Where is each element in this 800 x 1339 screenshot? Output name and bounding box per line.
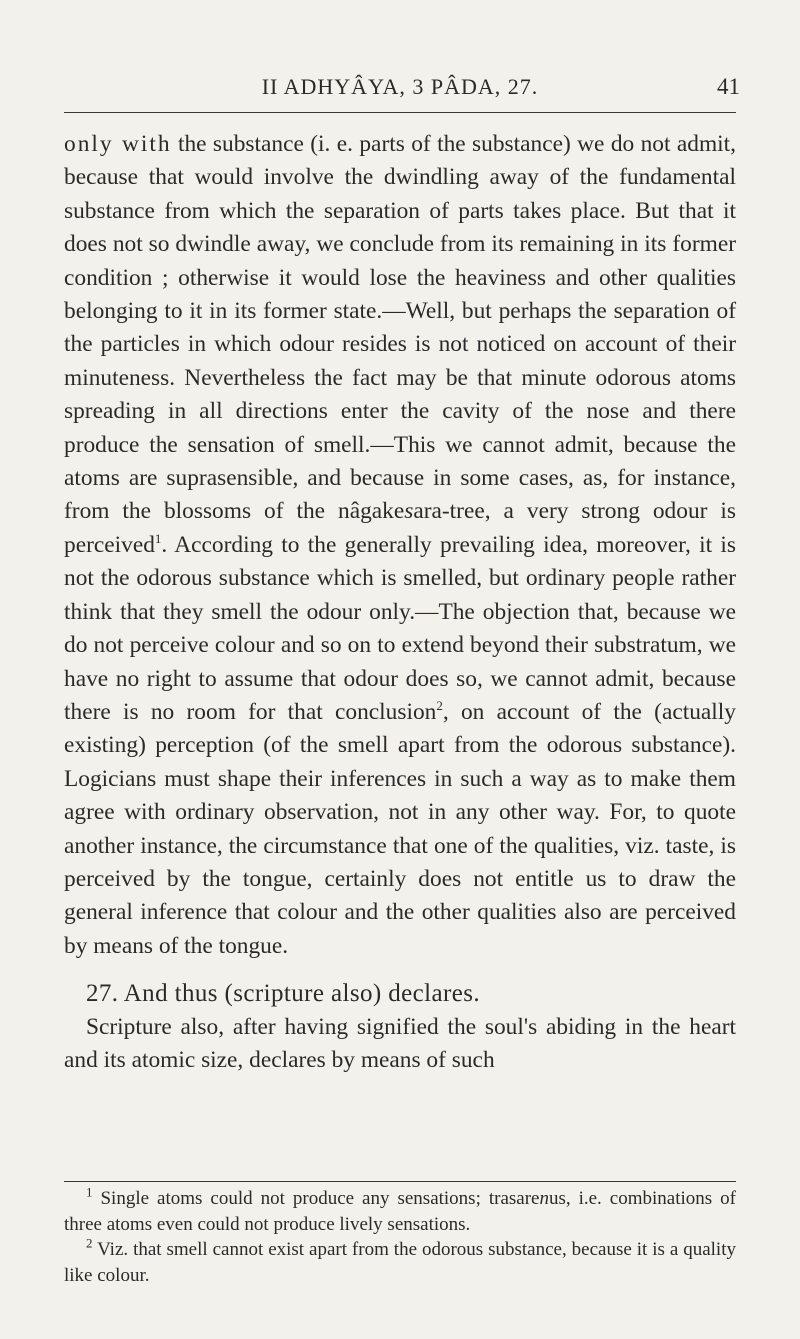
main-text [64, 128, 736, 1077]
footnote-marker: 1 [86, 1184, 93, 1200]
paragraph-text: ara-tree, a very strong odour is perceived [64, 498, 736, 558]
italic-letter: s [404, 498, 414, 525]
paragraph-text: , on account of the (actually existing) perception (of the smell apart from the odorous substance). Logicians must shape their inferences in such a way as to make them agree with ordinary observation, not in any other way. For, to quote another instance, the circumstance that one of the qualities, viz. taste, is perceived by the tongue, certainly does not entitle us to draw the general inference that colour and the other qualities also are perceived by means of the tongue. [64, 698, 737, 959]
spaced-lead-words: only with [64, 131, 172, 157]
page-number: 41 [717, 74, 740, 99]
footnote-marker: 2 [86, 1235, 93, 1251]
footnote-2 [64, 1237, 736, 1288]
paragraph-text: . According to the generally prevailing idea, moreover, it is not the odorous substance which is smelled, but ordinary people rather think that they smell the odour only.—The objection that, because we do not perceive colour and so on to extend beyond their substratum, we have no right to assume that odour does so, we cannot admit, because there is no room for that conclusion [64, 531, 736, 725]
running-title: II ADHYÂYA, 3 PÂDA, 27. [261, 74, 539, 99]
header-rule [64, 112, 736, 113]
footnote-rule [64, 1181, 736, 1182]
paragraph-continuation [64, 128, 736, 963]
running-head [60, 72, 740, 102]
footnotes [64, 1186, 736, 1288]
footnote-text: Single atoms could not produce any sensations; trasare [92, 1188, 540, 1209]
footnote-text: Viz. that smell cannot exist apart from the odorous substance, because it is a quality like colour. [64, 1239, 736, 1286]
footnote-ref-2: 2 [436, 698, 443, 714]
sutra-heading: 27. And thus (scripture also) declares. [86, 980, 480, 1008]
footnote-1 [64, 1186, 736, 1237]
footnote-text: us, i.e. combinations of three atoms even could not produce lively sensations. [64, 1188, 736, 1235]
italic-letter: n [539, 1188, 549, 1209]
footnote-ref-1: 1 [154, 531, 162, 547]
paragraph: Scripture also, after having signified the soul's abiding in the heart and its atomic size, declares by means of such [64, 1013, 736, 1073]
paragraph-text: the substance (i. e. parts of the substance) we do not admit, because that would involve the dwindling away of the fundamental substance from which the separation of parts takes place. But that it does not so dwindle away, we conclude from its remaining in its former condition ; otherwise it would lose the heaviness and other qualities belonging to it in its former state.—Well, but perhaps the separation of the particles in which odour resides is not noticed on account of their minuteness. Nevertheless the fact may be that minute odorous atoms spreading in all directions enter the cavity of the nose and there produce the sensation of smell.—This we cannot admit, because the atoms are suprasensible, and because in some cases, as, for instance, from the blossoms of the nâgake [64, 131, 736, 525]
